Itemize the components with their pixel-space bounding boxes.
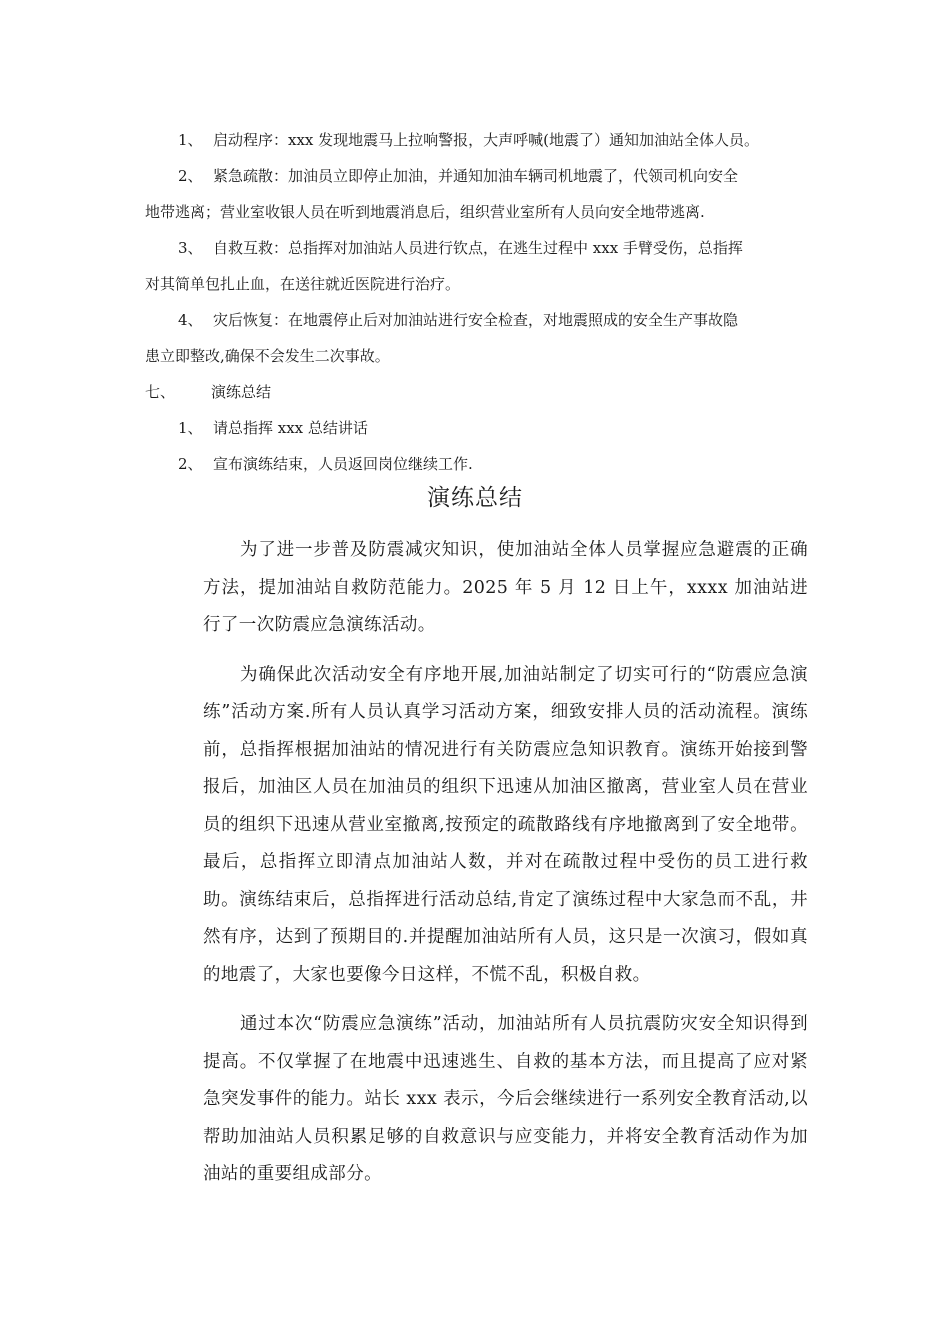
step-3-cont: 对其简单包扎止血，在送往就近医院进行治疗。: [145, 275, 461, 293]
section-7-item-1: 1、 请总指挥 xxx 总结讲话: [178, 419, 368, 437]
step-4-cont: 患立即整改,确保不会发生二次事故。: [145, 347, 390, 365]
summary-paragraph-2: 为确保此次活动安全有序地开展,加油站制定了切实可行的“防震应急演练”活动方案.所有人员认真学习活动方案，细致安排人员的活动流程。演练前，总指挥根据加油站的情况进行有关防震应急知识教育。演练开始接到警报后，加油区人员在加油员的组织下迅速从加油区撤离，营业室人员在营业员的组织下迅速从营业室撤离,按预定的疏散路线有序地撤离到了安全地带。最后，总指挥立即清点加油站人数，并对在疏散过程中受伤的员工进行救助。演练结束后，总指挥进行活动总结,肯定了演练过程中大家急而不乱，井然有序，达到了预期目的.并提醒加油站所有人员，这只是一次演习，假如真的地震了，大家也要像今日这样，不慌不乱，积极自救。: [203, 664, 808, 985]
summary-paragraph-1: 为了进一步普及防震减灾知识，使加油站全体人员掌握应急避震的正确方法，提加油站自救防范能力。2025 年 5 月 12 日上午，xxxx 加油站进行了一次防震应急演练活动。: [203, 540, 808, 635]
step-2-cont: 地带逃离；营业室收银人员在听到地震消息后，组织营业室所有人员向安全地带逃离.: [145, 203, 705, 221]
section-7-item-2: 2、 宣布演练结束，人员返回岗位继续工作.: [178, 455, 473, 473]
summary-body: [203, 532, 808, 1194]
step-2: 2、 紧急疏散：加油员立即停止加油，并通知加油车辆司机地震了，代领司机向安全: [178, 167, 739, 185]
step-4: 4、 灾后恢复：在地震停止后对加油站进行安全检查，对地震照成的安全生产事故隐: [178, 311, 739, 329]
step-1: 1、 启动程序：xxx 发现地震马上拉响警报，大声呼喊(地震了）通知加油站全体人员。: [178, 131, 760, 149]
section-7-heading: 七、 演练总结: [145, 383, 272, 401]
procedure-section: [145, 122, 810, 482]
summary-paragraph-3: 通过本次“防震应急演练”活动，加油站所有人员抗震防灾安全知识得到提高。不仅掌握了在地震中迅速逃生、自救的基本方法，而且提高了应对紧急突发事件的能力。站长 xxx 表示，今后会继续进行一系列安全教育活动,以帮助加油站人员积累足够的自救意识与应变能力，并将安全教育活动作为加油站的重要组成部分。: [203, 1014, 808, 1184]
step-3: 3、 自救互救：总指挥对加油站人员进行钦点，在逃生过程中 xxx 手臂受伤，总指挥: [178, 239, 743, 257]
summary-title: 演练总结: [427, 485, 523, 511]
